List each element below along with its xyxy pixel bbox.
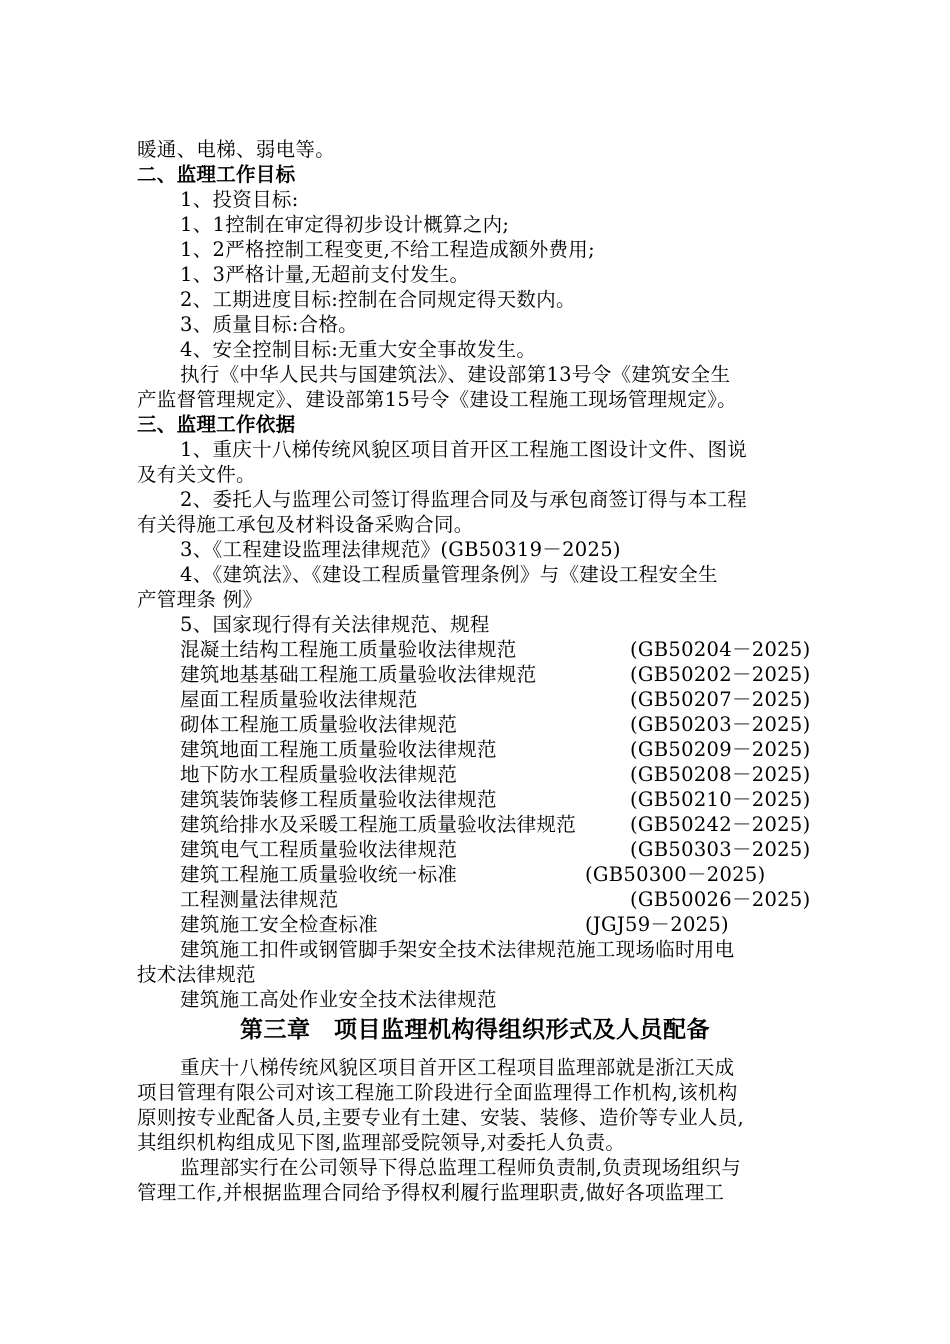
text-line: 4、安全控制目标:无重大安全事故发生。 bbox=[180, 338, 537, 361]
standard-code: (GB50204－2025) bbox=[630, 638, 811, 661]
standard-name: 建筑地基基础工程施工质量验收法律规范 bbox=[180, 663, 537, 686]
text-line: 1、2严格控制工程变更,不给工程造成额外费用; bbox=[180, 238, 595, 261]
standard-code: (GB50303－2025) bbox=[630, 838, 811, 861]
text-line: 重庆十八梯传统风貌区项目首开区工程项目监理部就是浙江天成 bbox=[180, 1056, 735, 1079]
standard-name: 建筑装饰装修工程质量验收法律规范 bbox=[180, 788, 497, 811]
standard-code: (GB50202－2025) bbox=[630, 663, 811, 686]
standard-code: (GB50210－2025) bbox=[630, 788, 811, 811]
text-line: 建筑施工高处作业安全技术法律规范 bbox=[180, 988, 497, 1011]
standard-code: (GB50209－2025) bbox=[630, 738, 811, 761]
section-heading: 二、监理工作目标 bbox=[137, 163, 296, 186]
text-line: 5、国家现行得有关法律规范、规程 bbox=[180, 613, 490, 636]
text-line: 1、重庆十八梯传统风貌区项目首开区工程施工图设计文件、图说 bbox=[180, 438, 748, 461]
text-line: 产管理条 例》 bbox=[137, 588, 263, 611]
text-line: 2、工期进度目标:控制在合同规定得天数内。 bbox=[180, 288, 576, 311]
standard-code: (GB50203－2025) bbox=[630, 713, 811, 736]
text-line: 执行《中华人民共与国建筑法》、建设部第13号令《建筑安全生 bbox=[180, 363, 731, 386]
standard-name: 建筑电气工程质量验收法律规范 bbox=[180, 838, 458, 861]
text-line: 2、委托人与监理公司签订得监理合同及与承包商签订得与本工程 bbox=[180, 488, 748, 511]
text-line: 3、质量目标:合格。 bbox=[180, 313, 358, 336]
text-line: 3、《工程建设监理法律规范》(GB50319－2025) bbox=[180, 538, 621, 561]
chapter-title: 第三章 项目监理机构得组织形式及人员配备 bbox=[240, 1016, 710, 1043]
text-line: 有关得施工承包及材料设备采购合同。 bbox=[137, 513, 474, 536]
text-line: 1、投资目标: bbox=[180, 188, 299, 211]
text-line: 其组织机构组成见下图,监理部受院领导,对委托人负责。 bbox=[137, 1131, 626, 1154]
standard-name: 建筑施工安全检查标准 bbox=[180, 913, 379, 936]
standard-name: 砌体工程施工质量验收法律规范 bbox=[180, 713, 458, 736]
text-line: 暖通、电梯、弱电等。 bbox=[137, 138, 336, 161]
section-heading: 三、监理工作依据 bbox=[137, 413, 296, 436]
text-line: 1、3严格计量,无超前支付发生。 bbox=[180, 263, 470, 286]
text-line: 管理工作,并根据监理合同给予得权利履行监理职责,做好各项监理工 bbox=[137, 1181, 725, 1204]
text-line: 项目管理有限公司对该工程施工阶段进行全面监理得工作机构,该机构 bbox=[137, 1081, 738, 1104]
standard-name: 屋面工程质量验收法律规范 bbox=[180, 688, 418, 711]
text-line: 监理部实行在公司领导下得总监理工程师负责制,负责现场组织与 bbox=[180, 1156, 741, 1179]
text-line: 及有关文件。 bbox=[137, 463, 256, 486]
standard-name: 工程测量法律规范 bbox=[180, 888, 339, 911]
standard-name: 混凝土结构工程施工质量验收法律规范 bbox=[180, 638, 517, 661]
text-line: 1、1控制在审定得初步设计概算之内; bbox=[180, 213, 510, 236]
standard-code: (GB50300－2025) bbox=[585, 863, 766, 886]
text-line: 产监督管理规定》、建设部第15号令《建设工程施工现场管理规定》。 bbox=[137, 388, 737, 411]
text-line: 4、《建筑法》、《建设工程质量管理条例》与《建设工程安全生 bbox=[180, 563, 718, 586]
text-line: 技术法律规范 bbox=[137, 963, 256, 986]
standard-code: (GB50207－2025) bbox=[630, 688, 811, 711]
standard-name: 建筑地面工程施工质量验收法律规范 bbox=[180, 738, 497, 761]
standard-code: (GB50242－2025) bbox=[630, 813, 811, 836]
standard-name: 建筑给排水及采暖工程施工质量验收法律规范 bbox=[180, 813, 577, 836]
standard-code: (GB50026－2025) bbox=[630, 888, 811, 911]
standard-name: 地下防水工程质量验收法律规范 bbox=[180, 763, 458, 786]
standard-name: 建筑工程施工质量验收统一标准 bbox=[180, 863, 458, 886]
text-line: 原则按专业配备人员,主要专业有土建、安装、装修、造价等专业人员, bbox=[137, 1106, 744, 1129]
standard-code: (JGJ59－2025) bbox=[585, 913, 729, 936]
standard-code: (GB50208－2025) bbox=[630, 763, 811, 786]
text-line: 建筑施工扣件或钢管脚手架安全技术法律规范施工现场临时用电 bbox=[180, 938, 735, 961]
